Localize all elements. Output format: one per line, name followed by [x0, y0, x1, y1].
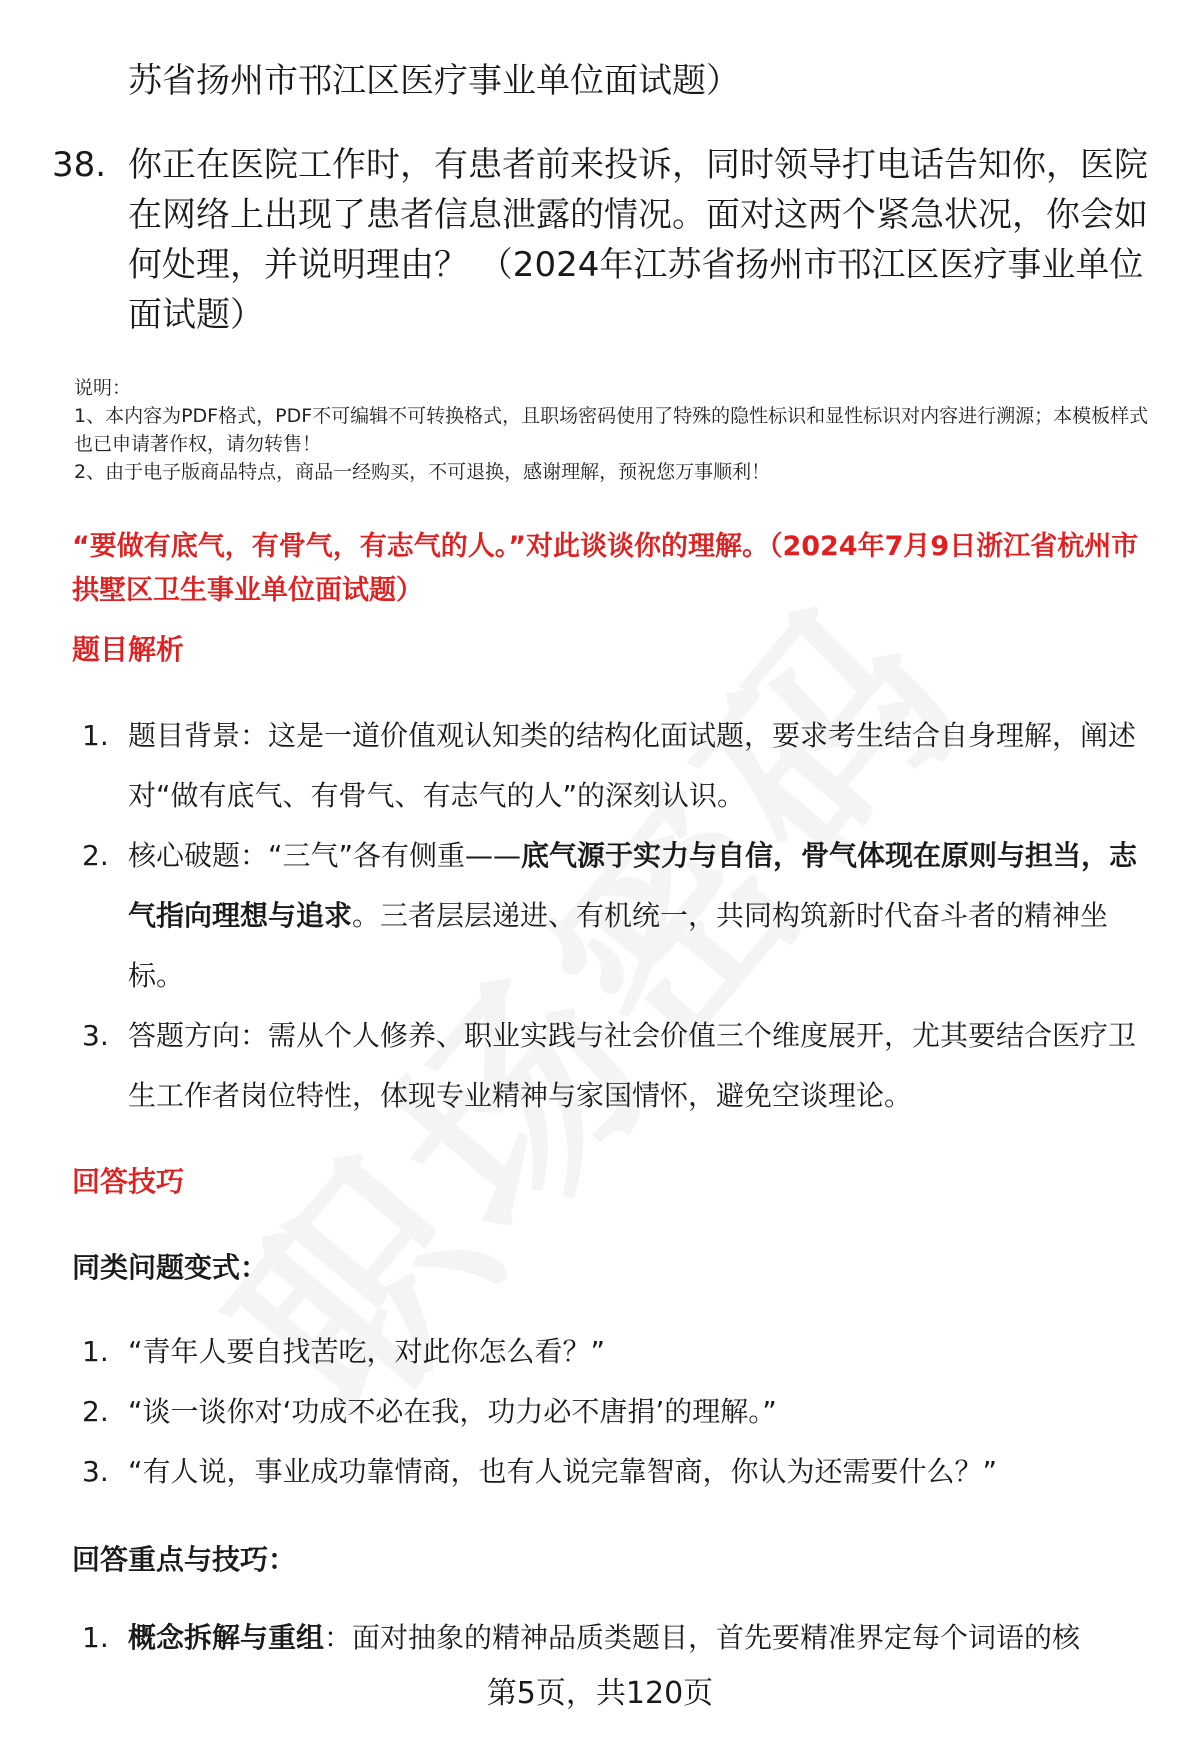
list-index: 3.	[82, 1455, 109, 1488]
variants-list	[82, 1322, 1162, 1502]
list-index: 1.	[82, 719, 109, 752]
list-item	[82, 1006, 1162, 1126]
key-points-list	[82, 1608, 1162, 1668]
bold-segment: 概念拆解与重组	[128, 1621, 325, 1654]
notes-line-1: 1、本内容为PDF格式，PDF不可编辑不可转换格式，且职场密码使用了特殊的隐性标识和显性标识对内容进行溯源；本模板样式也已申请著作权，请勿转售！	[74, 405, 1149, 455]
list-text: 答题方向：需从个人修养、职业实践与社会价值三个维度展开，尤其要结合医疗卫生工作者岗位特性，体现专业精神与家国情怀，避免空谈理论。	[128, 1019, 1137, 1112]
notes-line-2: 2、由于电子版商品特点，商品一经购买，不可退换，感谢理解，预祝您万事顺利！	[74, 461, 771, 483]
skills-heading: 回答技巧	[72, 1165, 185, 1198]
variants-heading: 同类问题变式：	[72, 1251, 269, 1284]
text-segment: ：面对抽象的精神品质类题目，首先要精准界定每个词语的核	[324, 1621, 1081, 1654]
list-item	[82, 1608, 1162, 1668]
analysis-heading: 题目解析	[72, 633, 185, 666]
list-index: 2.	[82, 839, 109, 872]
notes-heading: 说明：	[74, 377, 132, 399]
question-text: 你正在医院工作时，有患者前来投诉，同时领导打电话告知你，医院在网络上出现了患者信息泄露的情况。面对这两个紧急状况，你会如何处理，并说明理由？ （2024年江苏省扬州市邗江区医疗事业单位面试题）	[128, 145, 1148, 335]
list-item	[82, 706, 1162, 826]
list-item	[82, 1442, 1162, 1502]
key-points-heading: 回答重点与技巧：	[72, 1543, 297, 1576]
text-segment: 核心破题：“三气”各有侧重——	[128, 839, 522, 872]
analysis-list	[82, 706, 1162, 1126]
list-index: 3.	[82, 1019, 109, 1052]
list-text	[128, 1608, 1162, 1668]
page-footer: 第5页，共120页	[486, 1676, 714, 1711]
list-text: “有人说，事业成功靠情商，也有人说完靠智商，你认为还需要什么？”	[128, 1455, 998, 1488]
question-title: “要做有底气，有骨气，有志气的人。”对此谈谈你的理解。（2024年7月9日浙江省杭州市拱墅区卫生事业单位面试题）	[72, 531, 1139, 606]
question-38	[52, 140, 1162, 340]
list-index: 1.	[82, 1621, 109, 1654]
list-index: 1.	[82, 1335, 109, 1368]
list-item	[82, 1322, 1162, 1382]
list-index: 2.	[82, 1395, 109, 1428]
question-number: 38.	[52, 145, 107, 185]
list-item	[82, 1382, 1162, 1442]
text-segment: 。三者层层递进、有机统一，共同构筑新时代奋斗者的精神坐标。	[128, 899, 1109, 992]
notes-block	[74, 374, 1164, 486]
list-text: 题目背景：这是一道价值观认知类的结构化面试题，要求考生结合自身理解，阐述对“做有底气、有骨气、有志气的人”的深刻认识。	[128, 719, 1137, 812]
previous-question-continuation: 苏省扬州市邗江区医疗事业单位面试题）	[128, 61, 740, 101]
list-text	[128, 826, 1162, 1006]
list-item	[82, 826, 1162, 1006]
bold-segment: 底气源于实力与自信，骨气体现在原则与担当，志气指向理想与追求	[128, 839, 1138, 932]
list-text: “谈一谈你对‘功成不必在我，功力必不唐捐’的理解。”	[128, 1395, 777, 1428]
list-text: “青年人要自找苦吃，对此你怎么看？”	[128, 1335, 606, 1368]
